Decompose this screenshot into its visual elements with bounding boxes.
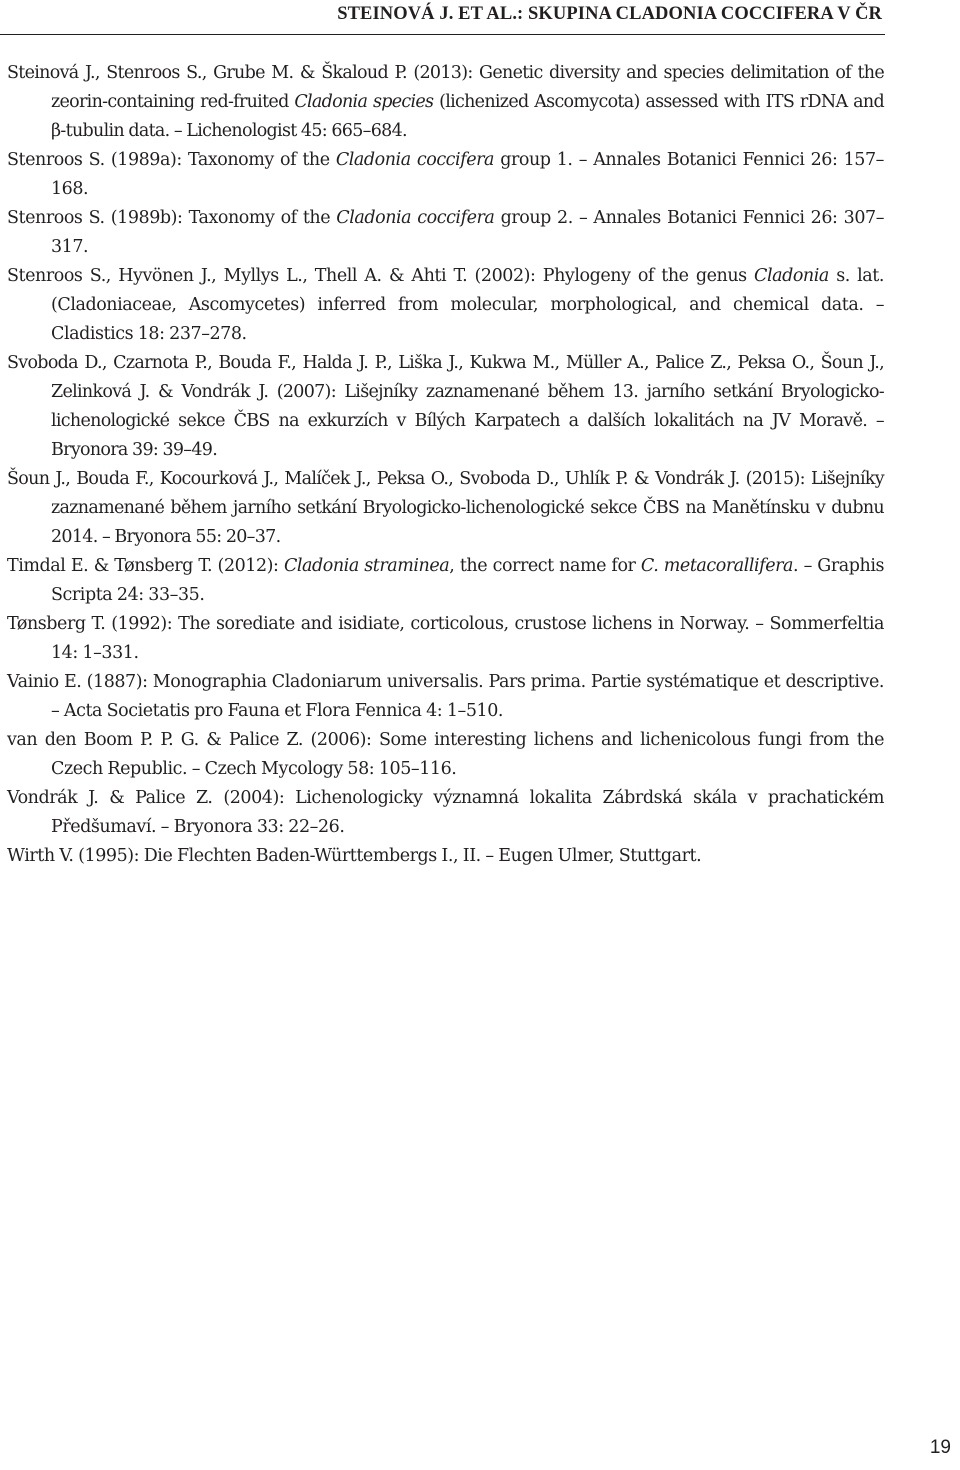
reference-entry — [7, 784, 884, 842]
reference-entry — [7, 668, 884, 726]
reference-text: group 2. – Annales Botanici Fennici 26: 307–317. — [51, 208, 884, 257]
reference-text: , the correct name for — [449, 556, 641, 576]
reference-text: Šoun J., Bouda F., Kocourková J., Malíček J., Peksa O., Svoboda D., Uhlík P. & Vondrák J. (2015): Lišejníky zaznamenané během jarního setkání Bryologicko-lichenologické sekce ČBS na Manětínsku v dubnu 2014. – Bryonora 55: 20–37. — [7, 469, 884, 547]
reference-entry — [7, 552, 884, 610]
reference-entry — [7, 349, 884, 465]
reference-entry — [7, 146, 884, 204]
reference-text: Svoboda D., Czarnota P., Bouda F., Halda J. P., Liška J., Kukwa M., Müller A., Palice Z., Peksa O., Šoun J., Zelinková J. & Vondrák J. (2007): Lišejníky zaznamenané během 13. jarního setkání Bryologicko-lichenologické sekce ČBS na exkurzích v Bílých Karpatech a dalších lokalitách na JV Moravě. – Bryonora 39: 39–49. — [7, 353, 884, 460]
reference-text: Steinová J., Stenroos S., Grube M. & Škaloud P. (2013): Genetic diversity and species delimitation of the zeorin-containing red-fruited — [7, 63, 884, 112]
reference-text: Stenroos S., Hyvönen J., Myllys L., Thell A. & Ahti T. (2002): Phylogeny of the genus — [7, 266, 755, 286]
reference-text: Wirth V. (1995): Die Flechten Baden-Württembergs I., II. – Eugen Ulmer, Stuttgart. — [7, 846, 702, 866]
reference-entry — [7, 842, 884, 871]
reference-text: (lichenized Ascomycota) assessed with ITS rDNA and β-tubulin data. – Lichenologist 45: 665–684. — [51, 92, 884, 141]
reference-entry — [7, 204, 884, 262]
page-number: 19 — [929, 1437, 951, 1458]
reference-italic-text: C. metacorallifera — [640, 556, 794, 576]
reference-italic-text: Cladonia — [754, 266, 829, 286]
running-head: STEINOVÁ J. ET AL.: SKUPINA CLADONIA COCCIFERA V ČR — [337, 4, 882, 24]
reference-list — [7, 59, 884, 871]
reference-text: Stenroos S. (1989b): Taxonomy of the — [7, 208, 337, 228]
reference-entry — [7, 726, 884, 784]
reference-entry — [7, 610, 884, 668]
reference-text: Vainio E. (1887): Monographia Cladoniarum universalis. Pars prima. Partie systématique et descriptive. – Acta Societatis pro Fauna et Flora Fennica 4: 1–510. — [7, 672, 884, 721]
reference-italic-text: Cladonia straminea — [283, 556, 450, 576]
reference-text: van den Boom P. P. G. & Palice Z. (2006): Some interesting lichens and lichenicolous fungi from the Czech Republic. – Czech Mycology 58: 105–116. — [7, 730, 884, 779]
reference-text: Timdal E. & Tønsberg T. (2012): — [7, 556, 284, 576]
reference-italic-text: Cladonia coccifera — [336, 208, 495, 228]
reference-text: Vondrák J. & Palice Z. (2004): Lichenologicky významná lokalita Zábrdská skála v prachatickém Předšumaví. – Bryonora 33: 22–26. — [7, 788, 884, 837]
reference-italic-text: Cladonia coccifera — [335, 150, 494, 170]
reference-entry — [7, 262, 884, 349]
reference-text: Stenroos S. (1989a): Taxonomy of the — [7, 150, 336, 170]
header-rule — [0, 34, 885, 35]
reference-text: Tønsberg T. (1992): The sorediate and isidiate, corticolous, crustose lichens in Norway. – Sommerfeltia 14: 1–331. — [7, 614, 884, 663]
reference-text: s. lat. (Cladoniaceae, Ascomycetes) inferred from molecular, morphological, and chemical data. – Cladistics 18: 237–278. — [51, 266, 884, 344]
reference-entry — [7, 59, 884, 146]
reference-italic-text: Cladonia species — [294, 92, 434, 112]
reference-text: . – Graphis Scripta 24: 33–35. — [51, 556, 884, 605]
reference-entry — [7, 465, 884, 552]
reference-text: group 1. – Annales Botanici Fennici 26: 157–168. — [51, 150, 884, 199]
